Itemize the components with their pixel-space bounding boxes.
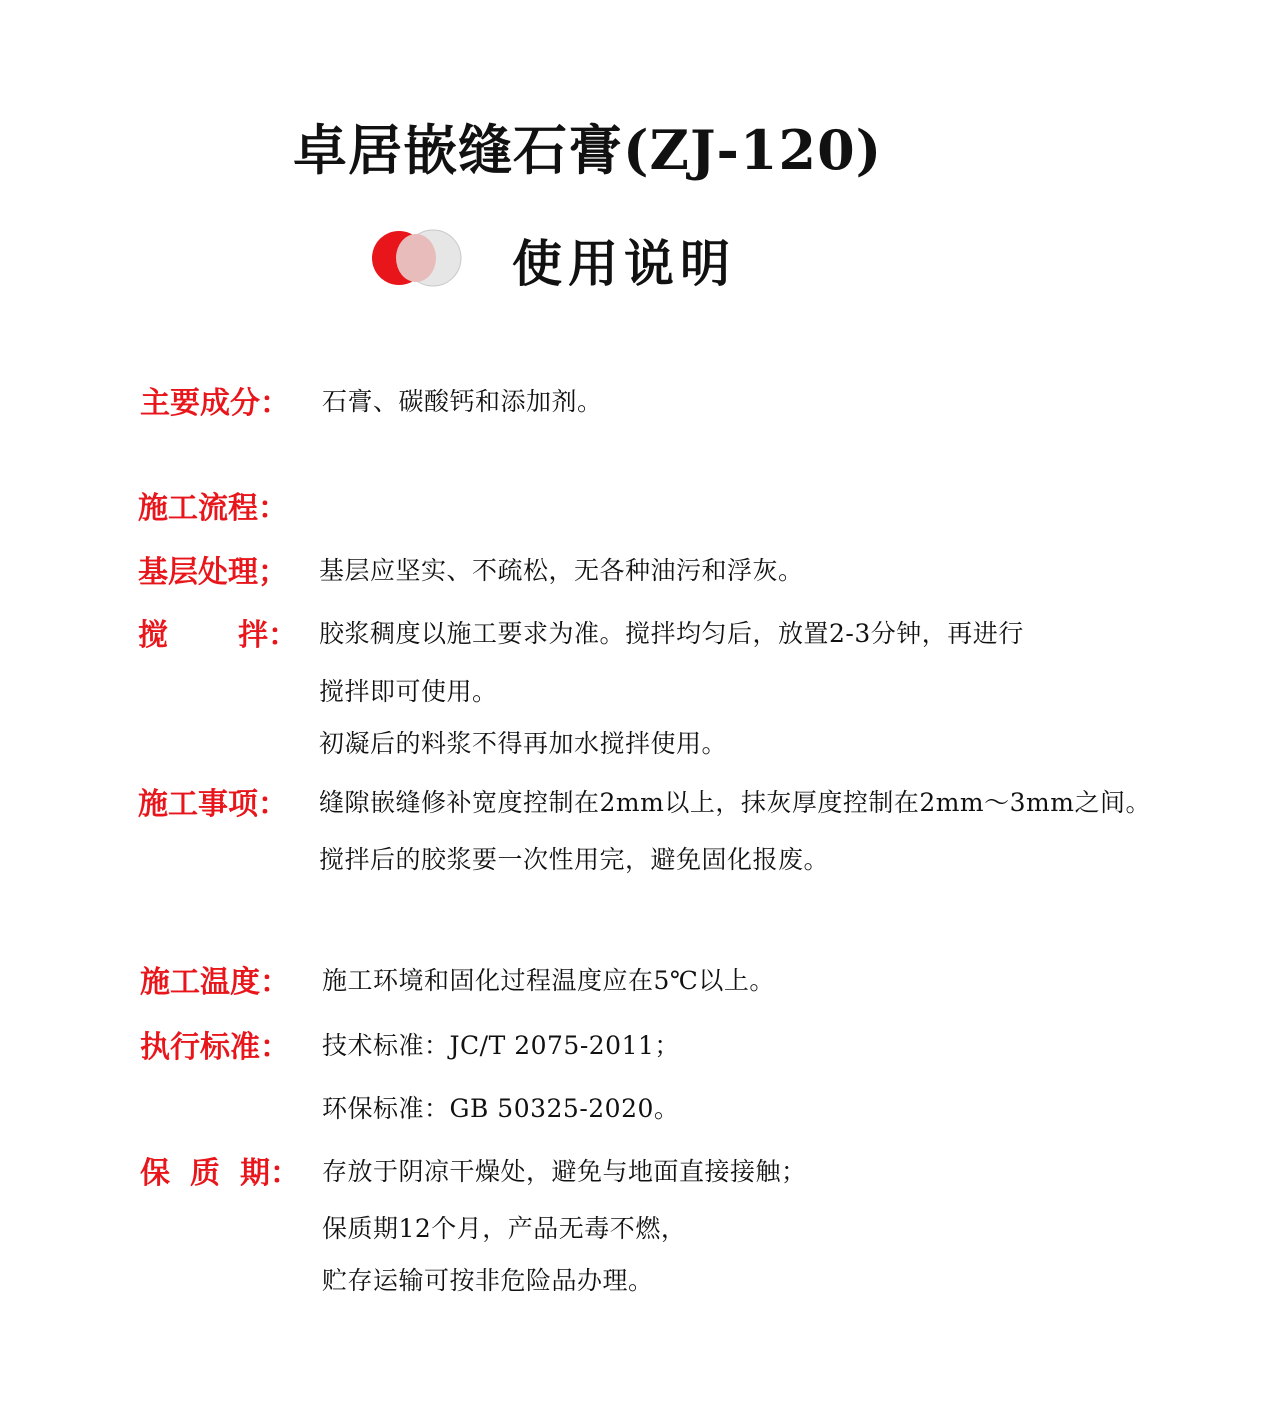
shelf-life-text-line-3: 贮存运输可按非危险品办理。 [322,1266,654,1295]
document-subtitle: 使用说明 [512,234,736,293]
notes-text-line-2: 搅拌后的胶浆要一次性用完，避免固化报废。 [319,845,830,874]
shelf-life-label-part-2: 质 [190,1156,220,1191]
temperature-text: 施工环境和固化过程温度应在5℃以上。 [322,966,775,995]
shelf-life-label [140,1148,300,1192]
standards-text-line-1: 技术标准：JC/T 2075-2011； [322,1031,680,1060]
standards-text-line-2: 环保标准：GB 50325-2020。 [322,1094,680,1123]
shelf-life-label-part-3: 期： [240,1156,300,1191]
temperature-label: 施工温度： [140,965,290,1000]
base-label: 基层处理； [138,555,288,590]
mixing-label-left: 搅 [138,618,168,653]
base-text: 基层应坚实、不疏松，无各种油污和浮灰。 [319,556,804,585]
mixing-label [138,610,298,654]
brand-logo-icon [370,228,466,288]
process-label: 施工流程： [138,491,288,526]
shelf-life-label-part-1: 保 [140,1156,170,1191]
notes-text-line-1: 缝隙嵌缝修补宽度控制在2mm以上，抹灰厚度控制在2mm～3mm之间。 [319,788,1151,817]
shelf-life-text-line-1: 存放于阴凉干燥处，避免与地面直接接触； [322,1157,807,1186]
ingredients-text: 石膏、碳酸钙和添加剂。 [322,387,603,416]
notes-label: 施工事项： [138,787,288,822]
logo-overlap-core [396,234,436,282]
standards-label: 执行标准： [140,1030,290,1065]
ingredients-label: 主要成分： [140,386,290,421]
shelf-life-text-line-2: 保质期12个月，产品无毒不燃， [322,1214,687,1243]
document-title: 卓居嵌缝石膏(ZJ-120) [293,118,883,182]
mixing-label-right: 拌： [238,618,298,653]
mixing-text-line-2: 搅拌即可使用。 [319,677,498,706]
mixing-text-line-3: 初凝后的料浆不得再加水搅拌使用。 [319,729,728,758]
mixing-text-line-1: 胶浆稠度以施工要求为准。搅拌均匀后，放置2-3分钟，再进行 [319,619,1024,648]
